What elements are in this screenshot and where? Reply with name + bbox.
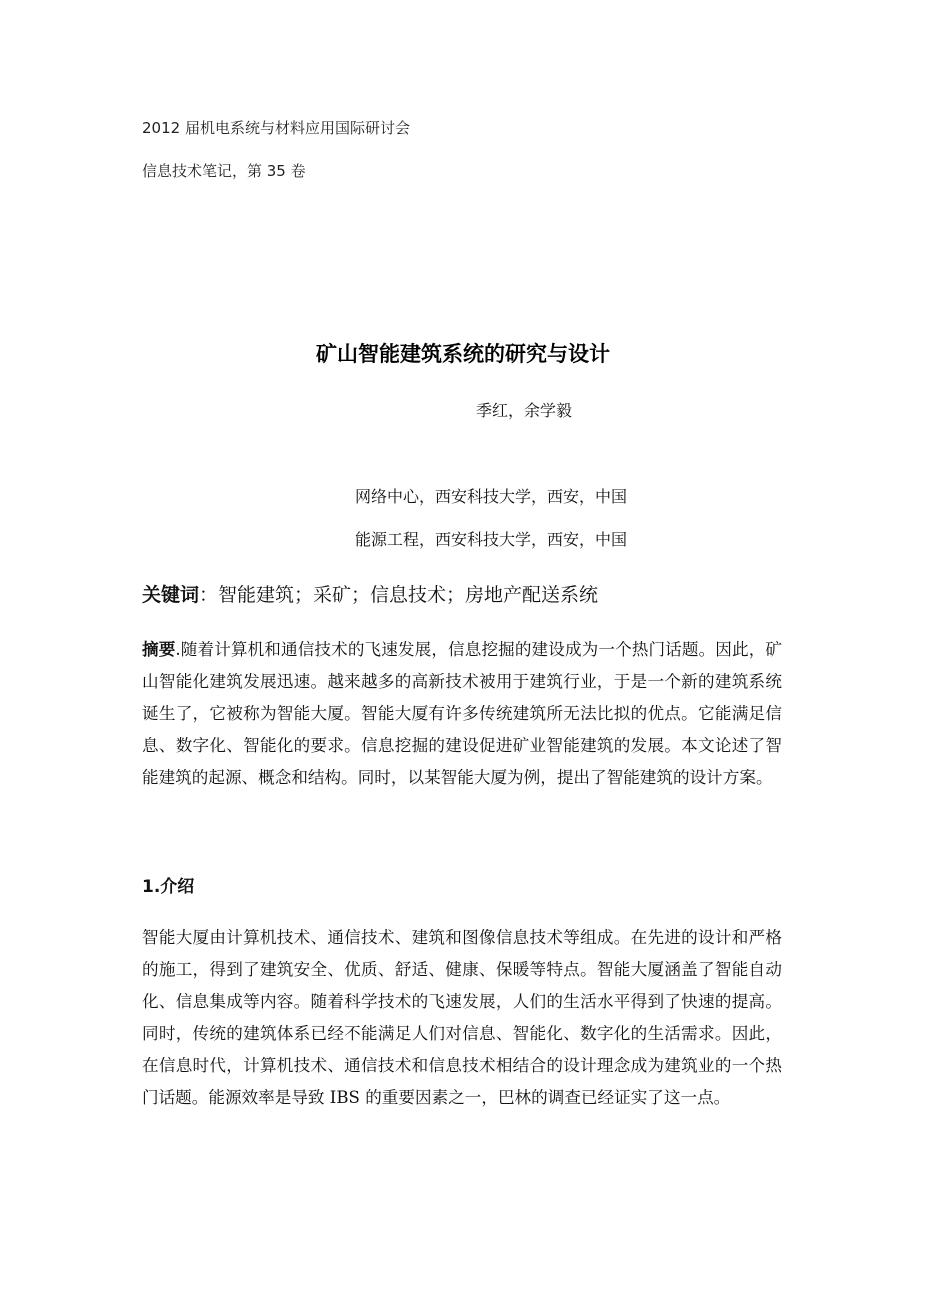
- keywords-line: [142, 580, 598, 607]
- keywords-text: 智能建筑；采矿；信息技术；房地产配送系统: [218, 584, 599, 606]
- journal-volume: 信息技术笔记，第 35 卷: [142, 162, 306, 180]
- paper-title: 矿山智能建筑系统的研究与设计: [316, 342, 610, 366]
- author-list: 季红，余学毅: [476, 401, 573, 420]
- abstract-text: .随着计算机和通信技术的飞速发展，信息挖掘的建设成为一个热门话题。因此，矿山智能化建筑发展迅速。越来越多的高新技术被用于建筑行业，于是一个新的建筑系统诞生了，它被称为智能大厦。智能大厦有许多传统建筑所无法比拟的优点。它能满足信息、数字化、智能化的要求。信息挖掘的建设促进矿业智能建筑的发展。本文论述了智能建筑的起源、概念和结构。同时，以某智能大厦为例，提出了智能建筑的设计方案。: [142, 640, 782, 787]
- section-heading-introduction: 1.介绍: [142, 877, 195, 897]
- introduction-paragraph: 智能大厦由计算机技术、通信技术、建筑和图像信息技术等组成。在先进的设计和严格的施工，得到了建筑安全、优质、舒适、健康、保暖等特点。智能大厦涵盖了智能自动化、信息集成等内容。随着科学技术的飞速发展，人们的生活水平得到了快速的提高。同时，传统的建筑体系已经不能满足人们对信息、智能化、数字化的生活需求。因此，在信息时代，计算机技术、通信技术和信息技术相结合的设计理念成为建筑业的一个热门话题。能源效率是导致 IBS 的重要因素之一，巴林的调查已经证实了这一点。: [142, 928, 782, 1107]
- keywords-label: 关键词: [142, 584, 200, 606]
- conference-name: 2012 届机电系统与材料应用国际研讨会: [142, 119, 410, 137]
- affiliation-2: 能源工程，西安科技大学，西安，中国: [355, 530, 628, 549]
- abstract: [142, 634, 782, 794]
- keywords-separator: ：: [199, 584, 219, 606]
- affiliation-1: 网络中心，西安科技大学，西安，中国: [355, 487, 628, 506]
- abstract-label: 摘要: [142, 640, 176, 659]
